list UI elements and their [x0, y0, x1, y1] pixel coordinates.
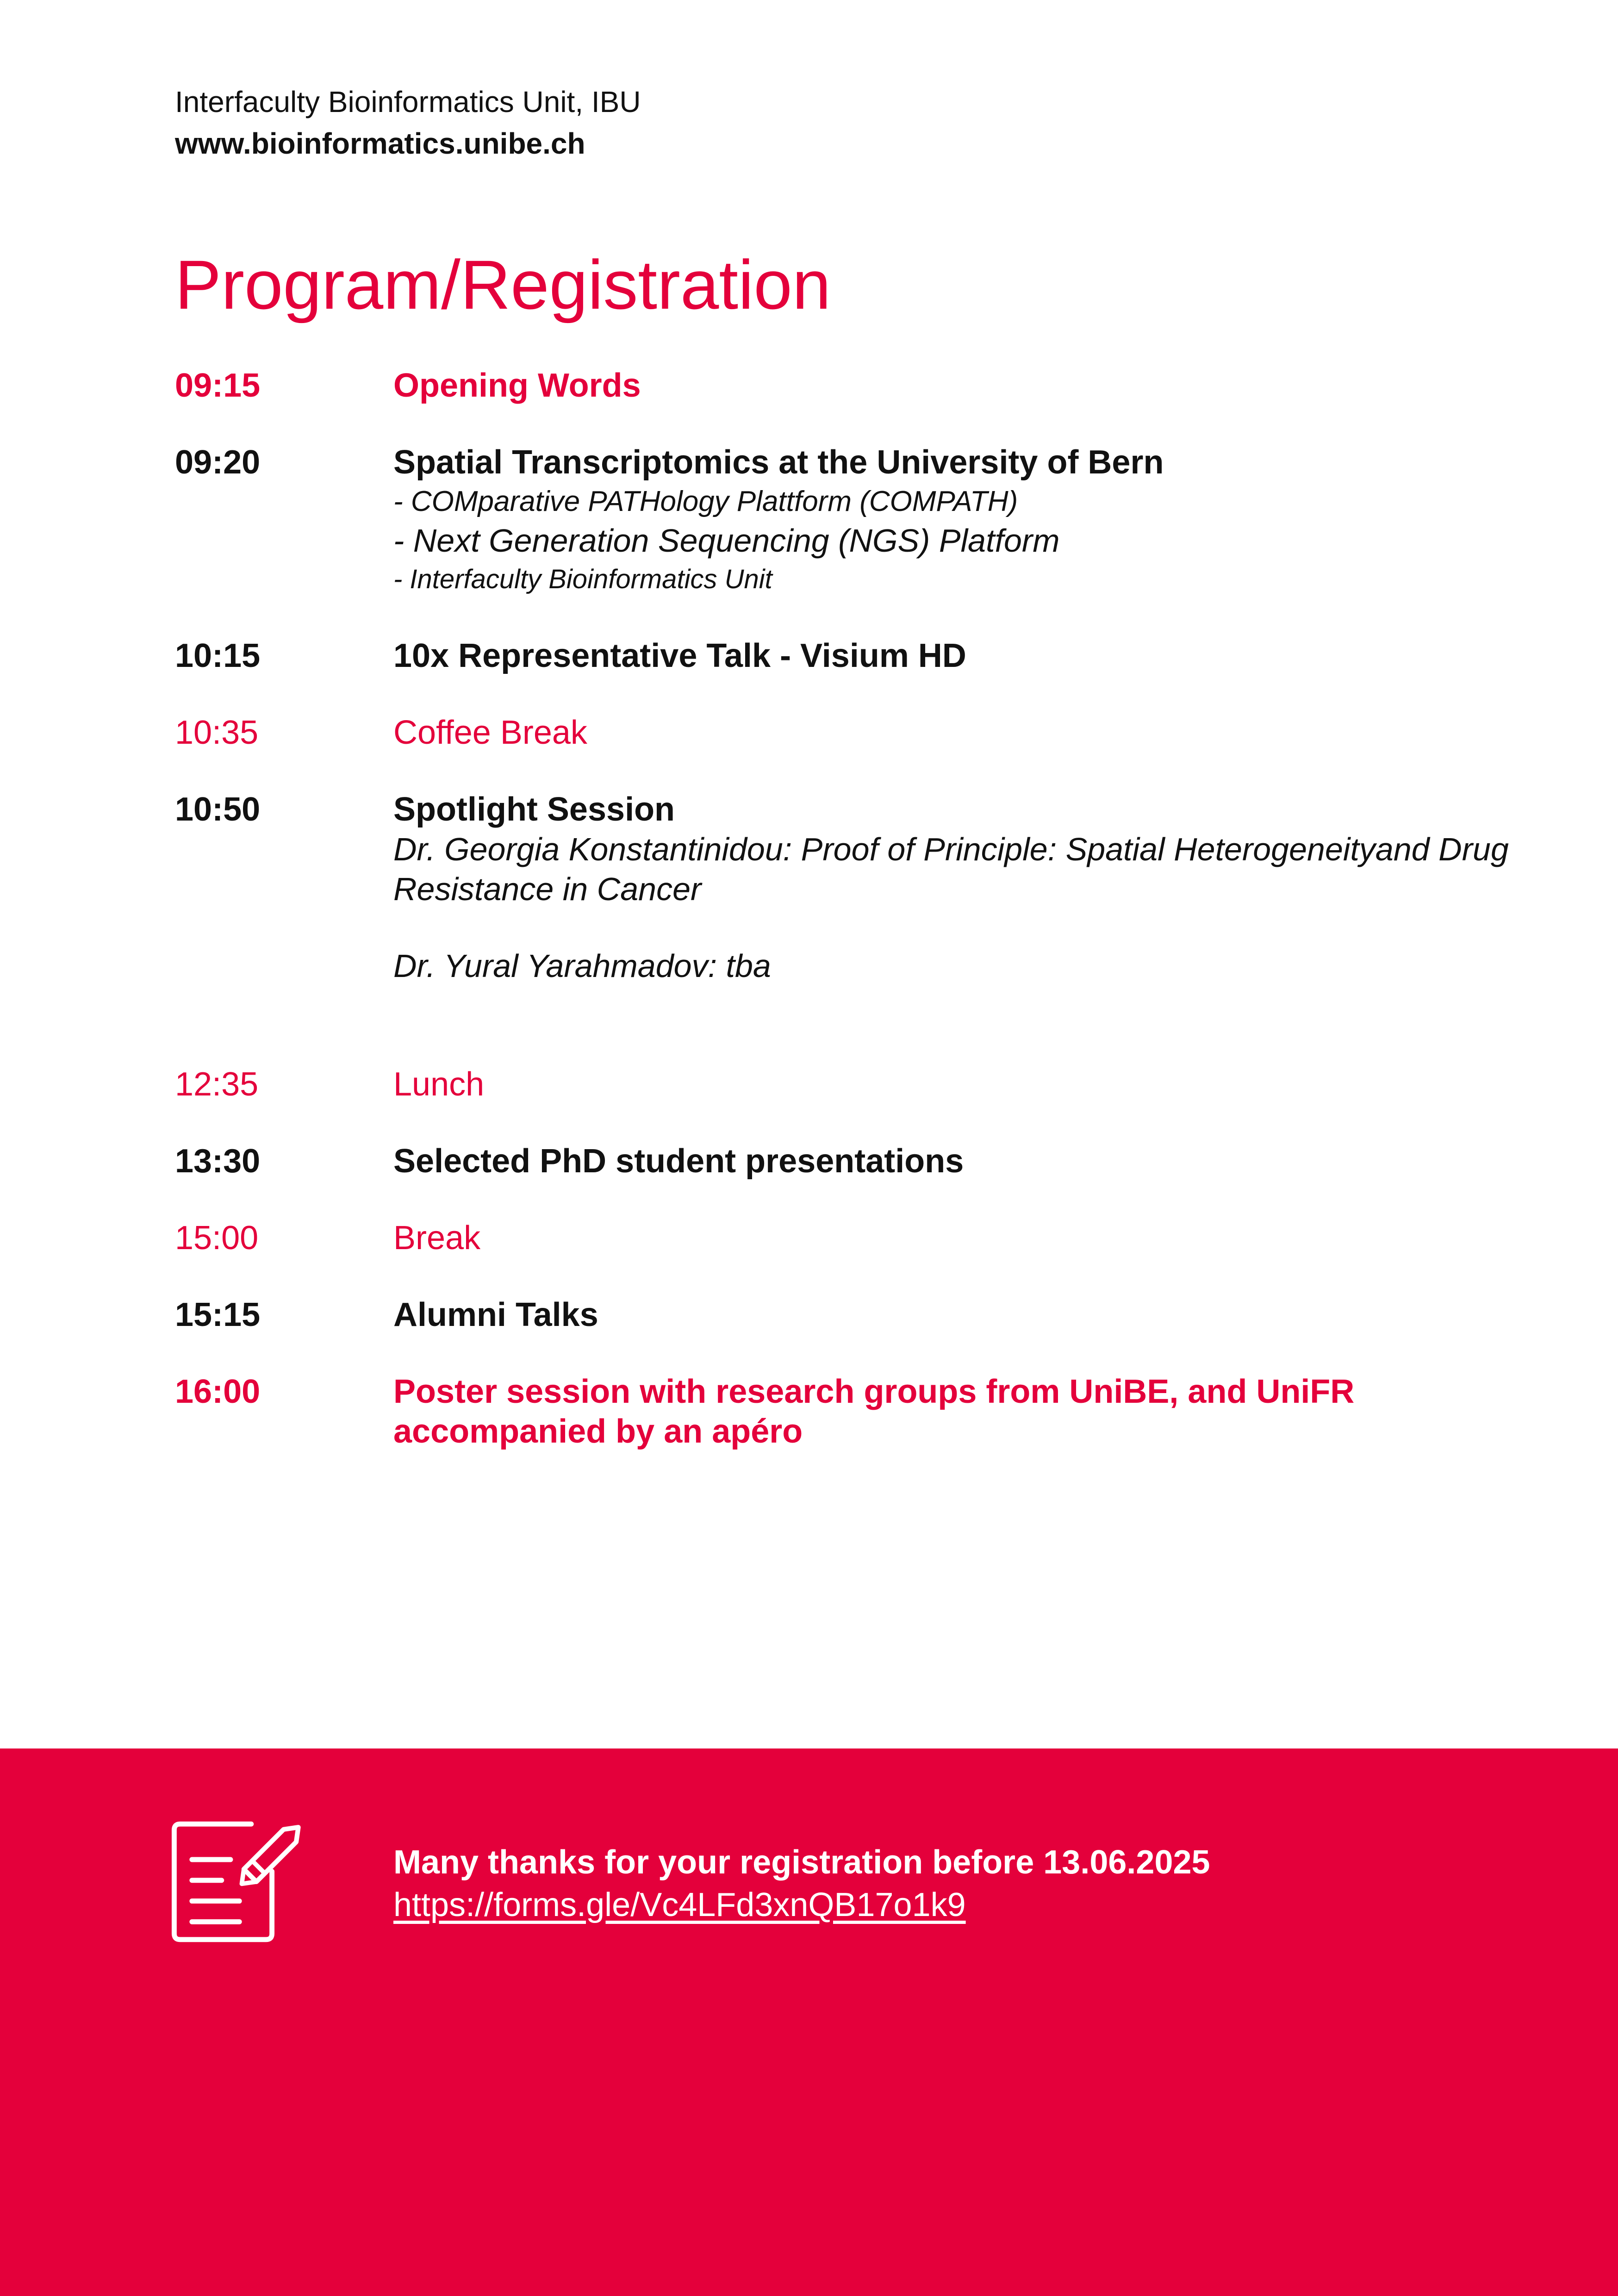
program-event: Coffee Break — [393, 714, 587, 751]
program-row — [175, 713, 1536, 753]
program-row — [175, 1295, 1536, 1335]
speaker-entry: Dr. Georgia Konstantinidou: Proof of Principle: Spatial Heterogeneityand Drug Resistance in Cancer — [393, 831, 1509, 907]
program-time: 15:15 — [175, 1296, 261, 1333]
website-url[interactable]: www.bioinformatics.unibe.ch — [175, 127, 585, 160]
program-event: Break — [393, 1220, 481, 1257]
program-schedule — [175, 366, 1536, 1488]
registration-text — [393, 1841, 1210, 1926]
program-event: Opening Words — [393, 367, 641, 404]
program-row — [175, 1372, 1536, 1451]
program-event: Lunch — [393, 1066, 485, 1103]
speaker-entry: Dr. Yural Yarahmadov: tba — [393, 948, 771, 984]
program-time: 12:35 — [175, 1066, 259, 1103]
registration-form-icon — [171, 1800, 319, 1948]
registration-link[interactable]: https://forms.gle/Vc4LFd3xnQB17o1k9 — [393, 1886, 966, 1923]
header — [175, 81, 641, 164]
registration-banner — [0, 1748, 1618, 2296]
program-row — [175, 1141, 1536, 1181]
program-time: 15:00 — [175, 1220, 259, 1257]
program-row — [175, 1218, 1536, 1258]
program-event: Selected PhD student presentations — [393, 1143, 964, 1180]
program-event: Spotlight Session — [393, 791, 675, 828]
program-row — [175, 442, 1536, 599]
organization-name: Interfaculty Bioinformatics Unit, IBU — [175, 85, 641, 118]
program-time: 09:20 — [175, 444, 261, 481]
program-event: Alumni Talks — [393, 1296, 598, 1333]
program-row — [175, 1064, 1536, 1104]
program-subitem: - COMparative PATHology Plattform (COMPATH) — [393, 485, 1018, 517]
program-event: 10x Representative Talk - Visium HD — [393, 637, 966, 674]
program-time: 16:00 — [175, 1373, 261, 1410]
program-time: 10:50 — [175, 791, 261, 828]
program-event: Poster session with research groups from UniBE, and UniFR accompanied by an apéro — [393, 1373, 1355, 1450]
program-time: 13:30 — [175, 1143, 261, 1180]
registration-thanks: Many thanks for your registration before 13.06.2025 — [393, 1844, 1210, 1881]
program-subitem: - Next Generation Sequencing (NGS) Platform — [393, 523, 1060, 559]
program-row — [175, 366, 1536, 405]
program-time: 10:15 — [175, 637, 261, 674]
program-time: 09:15 — [175, 367, 261, 404]
program-row — [175, 636, 1536, 676]
page-title: Program/Registration — [175, 246, 831, 324]
program-time: 10:35 — [175, 714, 259, 751]
program-row — [175, 790, 1536, 986]
program-subitem: - Interfaculty Bioinformatics Unit — [393, 564, 772, 594]
program-event: Spatial Transcriptomics at the University of Bern — [393, 444, 1164, 481]
